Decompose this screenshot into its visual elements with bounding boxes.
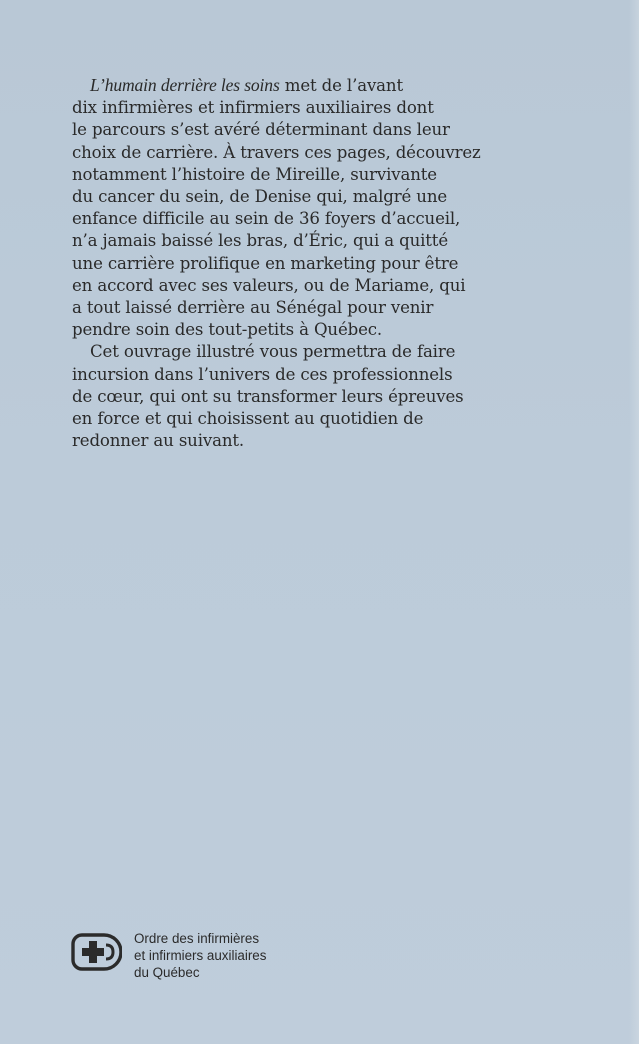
publisher-logo bbox=[70, 930, 380, 990]
blurb-line: redonner au suivant. bbox=[72, 431, 245, 451]
blurb-line: du cancer du sein, de Denise qui, malgré une bbox=[72, 187, 448, 207]
blurb-line: une carrière prolifique en marketing pour être bbox=[72, 253, 459, 273]
blurb-line: de cœur, qui ont su transformer leurs épreuves bbox=[72, 386, 464, 406]
blurb-line: incursion dans l’univers de ces professionnels bbox=[72, 364, 453, 384]
blurb-line: choix de carrière. À travers ces pages, découvrez bbox=[72, 142, 481, 162]
blurb-line: en force et qui choisissent au quotidien de bbox=[72, 409, 424, 429]
blurb-line: Cet ouvrage illustré vous permettra de faire bbox=[90, 342, 456, 362]
back-cover-blurb bbox=[72, 74, 567, 452]
oiiaq-cross-logo-icon bbox=[70, 932, 122, 972]
blurb-line: n’a jamais baissé les bras, d’Éric, qui a quitté bbox=[72, 231, 448, 251]
blurb-line: pendre soin des tout-petits à Québec. bbox=[72, 320, 383, 340]
publisher-name-line: Ordre des infirmières bbox=[134, 931, 260, 946]
cover-edge bbox=[629, 0, 639, 1044]
blurb-line: en accord avec ses valeurs, ou de Mariame, qui bbox=[72, 275, 466, 295]
blurb-line: a tout laissé derrière au Sénégal pour venir bbox=[72, 298, 434, 318]
publisher-name-line: et infirmiers auxiliaires bbox=[134, 948, 267, 963]
blurb-line: le parcours s’est avéré déterminant dans leur bbox=[72, 120, 450, 140]
publisher-name bbox=[134, 930, 266, 981]
blurb-line: dix infirmières et infirmiers auxiliaires dont bbox=[72, 98, 434, 118]
blurb-text: met de l’avant bbox=[279, 76, 403, 95]
blurb-line: notamment l’histoire de Mireille, survivante bbox=[72, 164, 437, 184]
blurb-line bbox=[72, 74, 567, 97]
blurb-line: enfance difficile au sein de 36 foyers d’accueil, bbox=[72, 209, 461, 229]
book-title: L’humain derrière les soins bbox=[90, 75, 280, 95]
publisher-name-line: du Québec bbox=[134, 965, 200, 980]
